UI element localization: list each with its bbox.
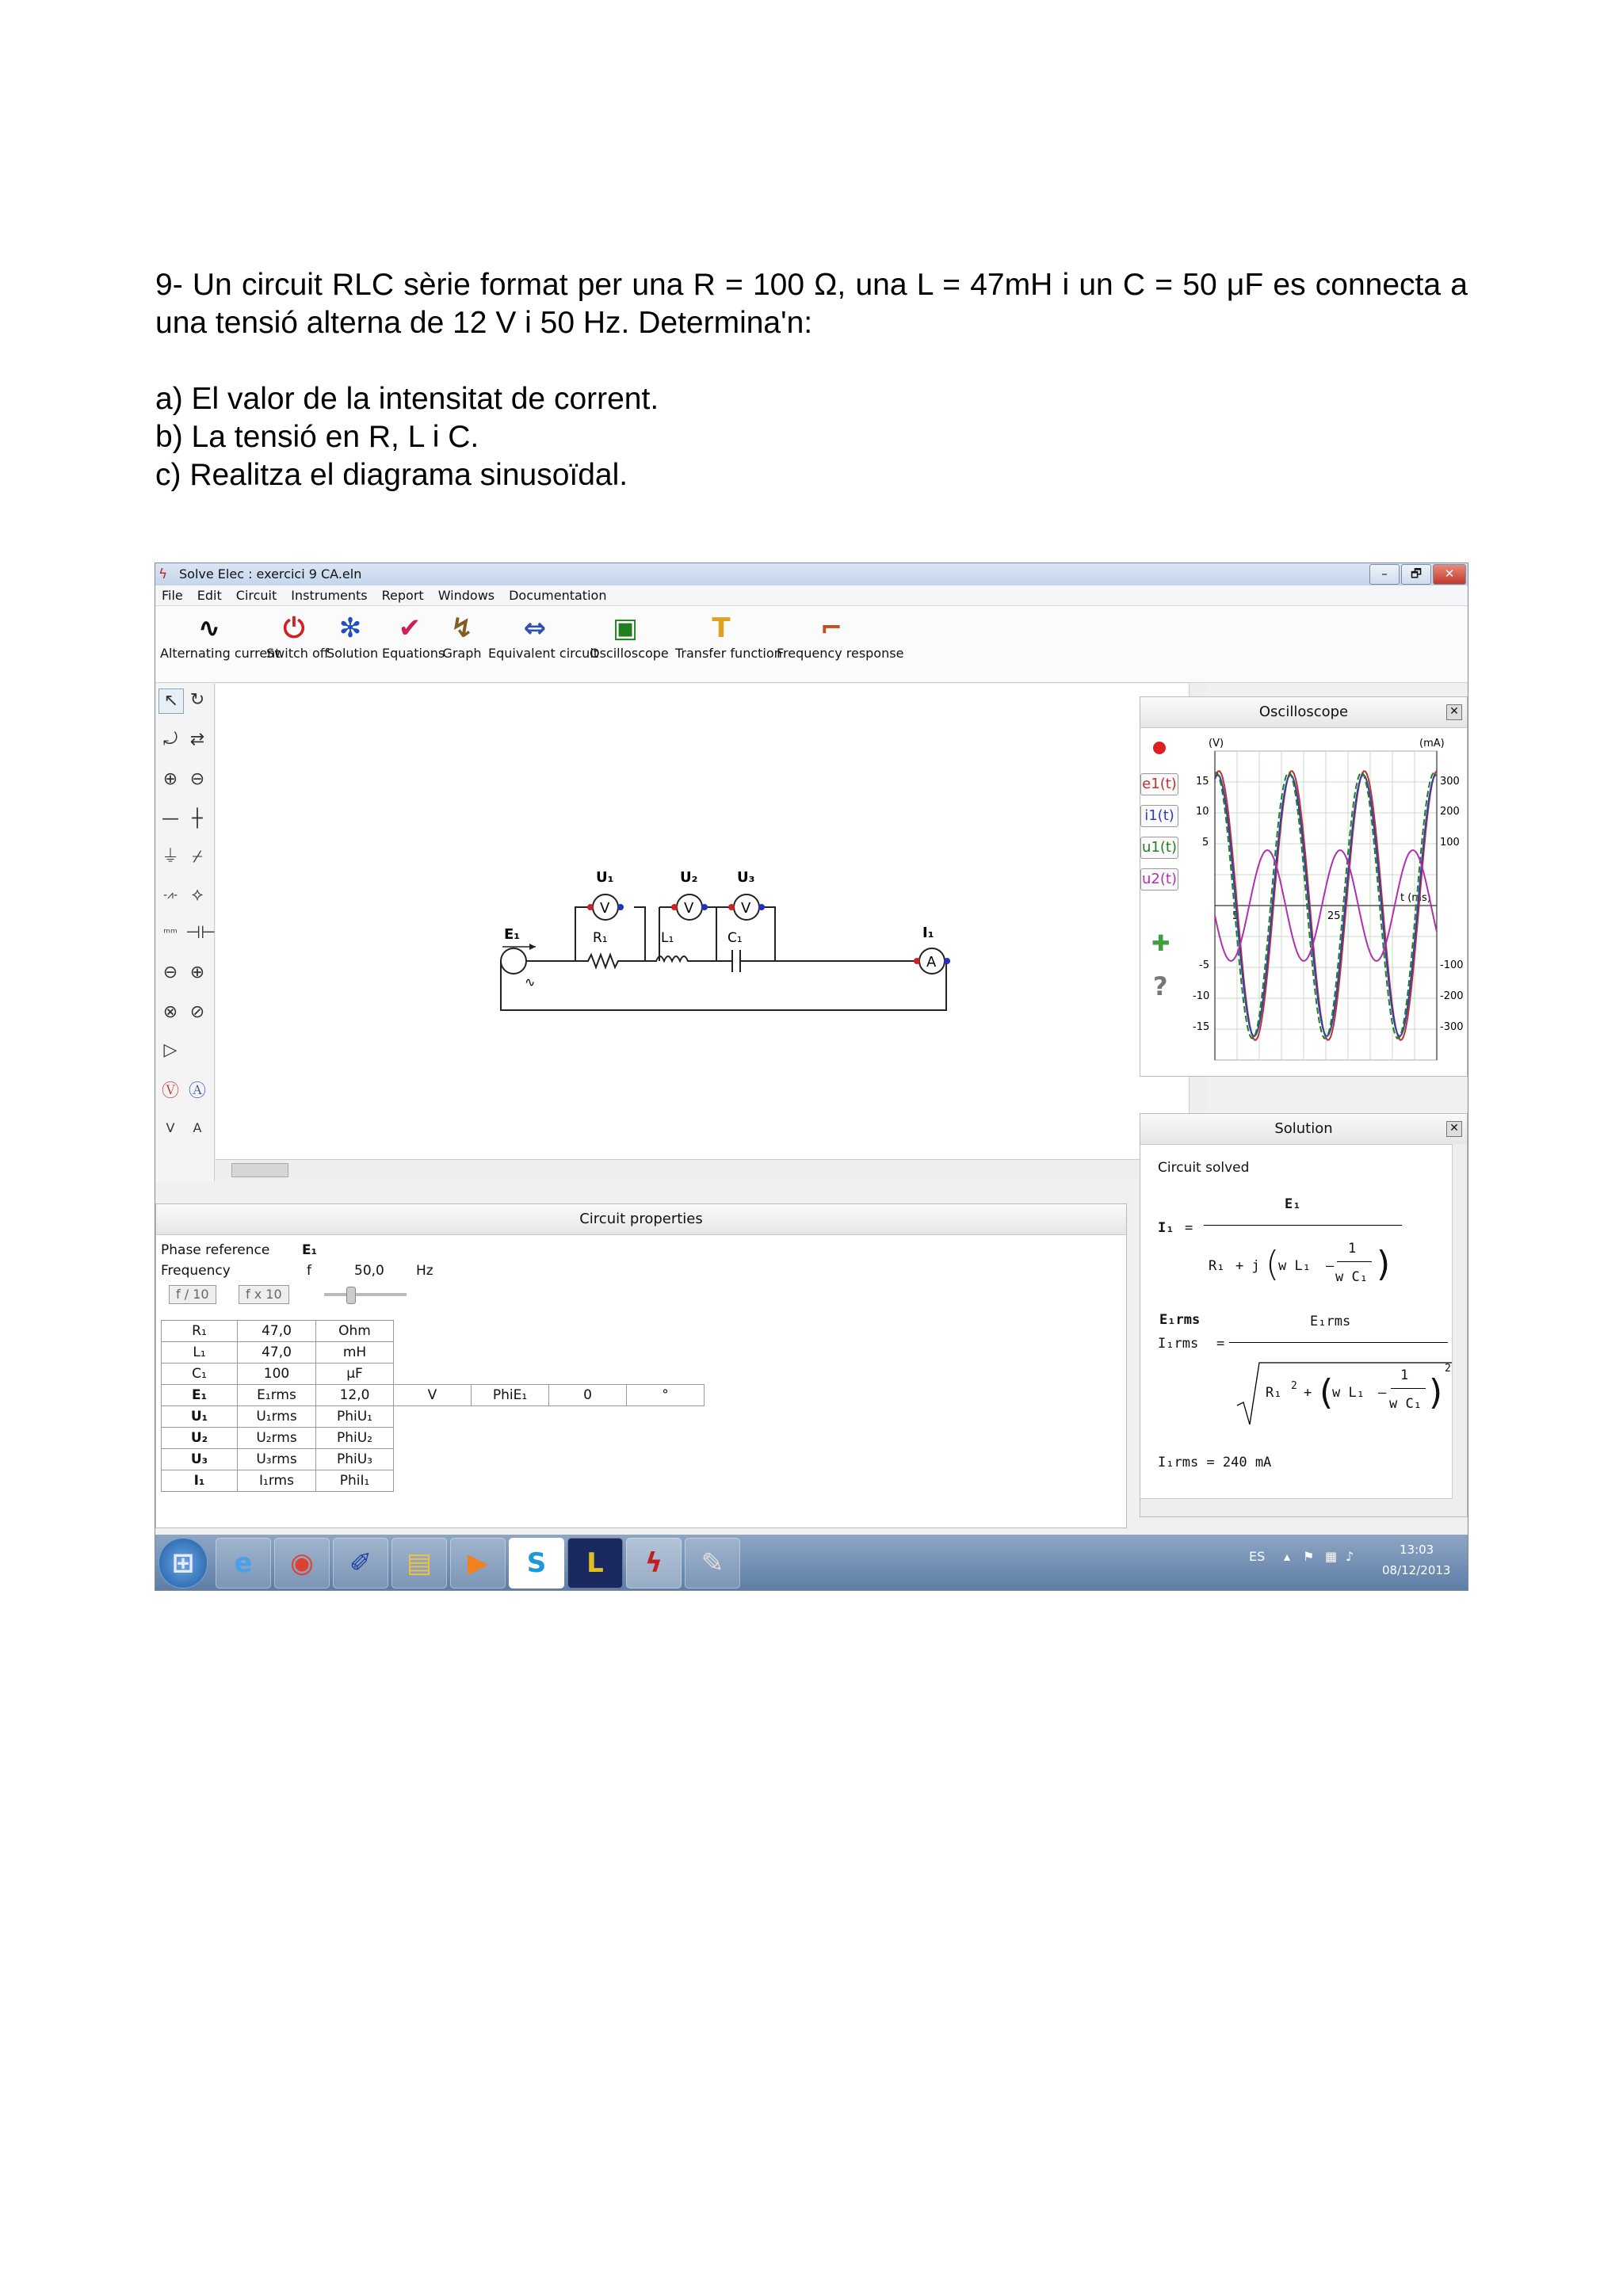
- restore-button[interactable]: 🗗: [1401, 564, 1431, 585]
- tray-volume-icon[interactable]: ♪: [1346, 1549, 1354, 1564]
- trace-u1-button[interactable]: u1(t): [1140, 837, 1178, 859]
- power-icon: ⏻: [283, 612, 305, 644]
- circuit-properties-panel: [155, 1203, 1127, 1528]
- tray-expand-icon[interactable]: ▴: [1284, 1549, 1291, 1564]
- osc-right-unit: (mA): [1419, 738, 1445, 749]
- sol-r1-2: R₁: [1266, 1385, 1282, 1401]
- r1-label: R₁: [593, 930, 608, 946]
- minimize-button[interactable]: –: [1369, 564, 1400, 585]
- sol-e1rms-num: E₁rms: [1310, 1314, 1351, 1329]
- start-button-icon[interactable]: ⊞: [158, 1538, 208, 1589]
- svg-text:V: V: [684, 900, 694, 917]
- i1-label: I₁: [922, 925, 934, 941]
- menu-report[interactable]: Report: [381, 588, 424, 603]
- menu-instruments[interactable]: Instruments: [291, 588, 368, 603]
- osc-x-tick: 5: [1232, 910, 1239, 922]
- sol-e1rms: E₁rms: [1159, 1312, 1201, 1328]
- menu-file[interactable]: File: [162, 588, 183, 603]
- tray-flag-icon[interactable]: ⚑: [1303, 1549, 1315, 1564]
- c1-label: C₁: [727, 930, 743, 946]
- phase-reference-value[interactable]: E₁: [302, 1242, 318, 1258]
- u2-label: U₂: [680, 869, 698, 886]
- question-c: c) Realitza el diagrama sinusoïdal.: [155, 458, 628, 492]
- close-icon[interactable]: ✕: [1446, 1121, 1462, 1137]
- sol-minus-2: –: [1378, 1385, 1387, 1401]
- solution-button[interactable]: ✻ Solution: [327, 612, 379, 661]
- zoom-in-icon[interactable]: ⊕: [162, 769, 178, 789]
- tray-network-icon[interactable]: ▦: [1325, 1549, 1338, 1564]
- window-title: Solve Elec : exercici 9 CA.eln: [179, 566, 362, 582]
- solution-vertical-scrollbar[interactable]: [1452, 1144, 1467, 1499]
- current-source-icon[interactable]: ⊕: [189, 963, 205, 982]
- frequency-slider-thumb[interactable]: [346, 1287, 356, 1304]
- table-row: L₁ 47,0 mH: [162, 1342, 705, 1363]
- file-explorer-icon[interactable]: ▤: [391, 1538, 447, 1589]
- sol-wl: w L₁: [1278, 1258, 1311, 1274]
- frequency-slider[interactable]: [324, 1293, 407, 1296]
- language-indicator[interactable]: ES: [1249, 1549, 1266, 1564]
- close-button[interactable]: ✕: [1433, 564, 1466, 585]
- voltage-source-icon[interactable]: ⊖: [162, 963, 178, 982]
- sol-wc-2: w C₁: [1389, 1396, 1422, 1412]
- sol-one: 1: [1348, 1241, 1357, 1257]
- menu-windows[interactable]: Windows: [437, 588, 495, 603]
- menu-circuit[interactable]: Circuit: [235, 588, 277, 603]
- osc-right-tick: 200: [1440, 806, 1460, 818]
- frequency-unit: Hz: [416, 1263, 433, 1279]
- sol-r1: R₁: [1209, 1258, 1225, 1274]
- equivalent-circuit-button[interactable]: ⇔ Equivalent circuit: [488, 612, 599, 661]
- l1-label: L₁: [661, 930, 674, 946]
- record-indicator-icon[interactable]: [1153, 742, 1166, 754]
- cursor-crosshair-icon[interactable]: ✚: [1151, 930, 1170, 956]
- trace-i1-button[interactable]: i1(t): [1140, 805, 1178, 827]
- transfer-function-button[interactable]: T Transfer function: [675, 612, 782, 661]
- transfer-function-icon: T: [712, 612, 731, 644]
- dependent-voltage-source-icon[interactable]: ⊗: [162, 1002, 178, 1022]
- problem-statement: [155, 266, 1468, 494]
- voltage-source-symbol[interactable]: [501, 948, 526, 974]
- circuit-diagram: [216, 684, 1189, 1159]
- switch-icon[interactable]: ⌿: [192, 847, 203, 867]
- pan-tool-icon[interactable]: ↻: [189, 690, 205, 710]
- frequency-label: Frequency: [161, 1263, 231, 1279]
- schematic-canvas[interactable]: [216, 684, 1189, 1159]
- node-icon[interactable]: ┼: [192, 809, 203, 829]
- paint-app-icon[interactable]: ✎: [685, 1538, 740, 1589]
- oscilloscope-screen: [1185, 735, 1465, 1068]
- resistor-icon[interactable]: -⩘-: [163, 889, 178, 902]
- circuit-properties-title: Circuit properties: [156, 1204, 1126, 1235]
- source-mark-label: ∿: [525, 974, 536, 990]
- flip-icon[interactable]: ⇄: [189, 730, 205, 749]
- menu-edit[interactable]: Edit: [197, 588, 222, 603]
- switch-off-button[interactable]: ⏻ Switch off: [266, 612, 329, 661]
- sol-result: I₁rms = 240 mA: [1158, 1455, 1272, 1470]
- table-row: C₁ 100 μF: [162, 1363, 705, 1385]
- trace-u2-button[interactable]: u2(t): [1140, 868, 1178, 891]
- e1-label: E₁: [504, 926, 521, 943]
- variable-resistor-icon[interactable]: ⟡: [191, 885, 204, 905]
- frequency-response-button[interactable]: ⌐ Frequency response: [777, 612, 904, 661]
- equivalent-circuit-icon: ⇔: [523, 612, 547, 644]
- component-palette: [155, 684, 215, 1181]
- osc-left-tick: -10: [1193, 990, 1210, 1002]
- wire-icon[interactable]: —: [162, 809, 179, 829]
- solution-icon: ✻: [338, 612, 362, 644]
- voltage-probe-icon[interactable]: V: [166, 1120, 175, 1135]
- skype-icon[interactable]: S: [509, 1538, 564, 1589]
- capacitor-icon[interactable]: ⊣⊢: [185, 923, 216, 943]
- phase-reference-label: Phase reference: [161, 1242, 270, 1258]
- frequency-value[interactable]: 50,0: [354, 1263, 384, 1279]
- table-row: R₁ 47,0 Ohm: [162, 1321, 705, 1342]
- solution-status: Circuit solved: [1158, 1160, 1250, 1176]
- chrome-icon[interactable]: ◉: [274, 1538, 330, 1589]
- rotate-icon[interactable]: ⤾: [162, 730, 178, 749]
- question-b: b) La tensió en R, L i C.: [155, 420, 479, 454]
- inductor-icon[interactable]: ᵐᵐ: [163, 927, 178, 940]
- sol-plus-j: + j: [1235, 1258, 1260, 1274]
- solve-elec-taskbar-icon[interactable]: ϟ: [626, 1538, 682, 1589]
- osc-left-tick: 15: [1196, 776, 1209, 788]
- sol-plus: +: [1304, 1385, 1312, 1401]
- frequency-response-icon: ⌐: [819, 612, 843, 644]
- table-row: U₃ U₃rms PhiU₃: [162, 1449, 705, 1470]
- osc-left-unit: (V): [1209, 738, 1224, 749]
- osc-left-tick: -5: [1199, 959, 1209, 971]
- amplifier-icon[interactable]: ▷: [163, 1040, 178, 1060]
- trace-e1-button[interactable]: e1(t): [1140, 773, 1178, 795]
- svg-text:V: V: [600, 900, 610, 917]
- equations-button[interactable]: ✔ Equations: [382, 612, 445, 661]
- sol-minus: –: [1326, 1258, 1335, 1274]
- internet-explorer-icon[interactable]: e: [216, 1538, 271, 1589]
- dependent-current-source-icon[interactable]: ⊘: [189, 1002, 205, 1022]
- menu-bar: [155, 585, 1468, 606]
- frequency-divide-button[interactable]: f / 10: [169, 1285, 216, 1304]
- sol-wc: w C₁: [1335, 1269, 1368, 1285]
- oscilloscope-panel: [1140, 696, 1468, 1077]
- component-values-table: [161, 1320, 705, 1492]
- checkmark-icon: ✔: [398, 612, 422, 644]
- table-row: U₂ U₂rms PhiU₂: [162, 1428, 705, 1449]
- voltmeter-icon[interactable]: Ⓥ: [161, 1081, 179, 1101]
- osc-left-tick: -15: [1193, 1021, 1210, 1033]
- app-icon: ϟ: [158, 566, 168, 582]
- media-player-icon[interactable]: ▶: [450, 1538, 506, 1589]
- table-row: I₁ I₁rms PhiI₁: [162, 1470, 705, 1492]
- u1-label: U₁: [596, 869, 614, 886]
- sol-sq-2: 2: [1445, 1363, 1451, 1375]
- select-tool-icon[interactable]: ↖: [158, 688, 184, 714]
- canvas-horizontal-scrollbar[interactable]: [216, 1159, 1206, 1179]
- solution-horizontal-scrollbar[interactable]: [1140, 1498, 1467, 1516]
- oscilloscope-icon: ▣: [612, 612, 639, 644]
- osc-right-tick: -100: [1440, 959, 1464, 971]
- osc-right-tick: 300: [1440, 776, 1460, 788]
- clock-time[interactable]: 13:03: [1400, 1543, 1434, 1557]
- question-a: a) El valor de la intensitat de corrent.: [155, 382, 659, 416]
- graph-icon: ↯: [450, 612, 474, 644]
- solution-title: Solution ✕: [1140, 1114, 1467, 1145]
- zoom-out-icon[interactable]: ⊖: [189, 769, 205, 789]
- osc-x-unit: t (ms): [1400, 892, 1431, 904]
- osc-right-tick: 100: [1440, 837, 1460, 849]
- sol-sq-1: 2: [1291, 1380, 1297, 1392]
- svg-text:A: A: [926, 954, 937, 971]
- osc-left-tick: 10: [1196, 806, 1209, 818]
- sine-wave-icon: ∿: [197, 612, 221, 644]
- oscilloscope-button[interactable]: ▣ Oscilloscope: [590, 612, 669, 661]
- osc-left-tick: 5: [1202, 837, 1209, 849]
- ground-icon[interactable]: ⏚: [161, 847, 179, 867]
- table-row: E₁ E₁rms 12,0 V PhiE₁ 0 °: [162, 1385, 705, 1406]
- u3-label: U₃: [737, 869, 755, 886]
- editor-app-icon[interactable]: ✐: [333, 1538, 388, 1589]
- sol-e1: E₁: [1285, 1196, 1301, 1212]
- sol-i1rms: I₁rms: [1158, 1336, 1199, 1352]
- problem-intro: 9- Un circuit RLC sèrie format per una R = 100 Ω, una L = 47mH i un C = 50 μF es connecta a una tensió alterna de 12 V i 50 Hz. Determina'n:: [155, 268, 1468, 340]
- osc-right-tick: -200: [1440, 990, 1464, 1002]
- current-probe-icon[interactable]: A: [193, 1120, 202, 1135]
- close-icon[interactable]: ✕: [1446, 704, 1462, 720]
- frequency-symbol: f: [307, 1263, 311, 1279]
- osc-x-tick: 25: [1327, 910, 1341, 922]
- sol-wl-2: w L₁: [1332, 1385, 1365, 1401]
- solution-panel: Solution ✕ Circuit solved I₁ = E₁ R₁ + j ( w L₁ – 1 w C₁ ) E₁rms I₁rms = E₁rms R₁ 2 + ( w L₁ – 1 w C₁ ) 2 I₁rms = 240 mA: [1140, 1113, 1468, 1517]
- ammeter-icon[interactable]: Ⓐ: [188, 1081, 206, 1101]
- launcher-app-icon[interactable]: L: [567, 1538, 623, 1589]
- graph-button[interactable]: ↯ Graph: [442, 612, 482, 661]
- windows-taskbar: [155, 1535, 1468, 1590]
- svg-text:V: V: [741, 900, 751, 917]
- clock-date[interactable]: 08/12/2013: [1382, 1563, 1451, 1577]
- oscilloscope-title: Oscilloscope ✕: [1140, 697, 1467, 728]
- sol-i1: I₁: [1158, 1220, 1174, 1236]
- menu-documentation[interactable]: Documentation: [509, 588, 607, 603]
- sol-eq2: =: [1216, 1336, 1225, 1352]
- alternating-current-button[interactable]: ∿ Alternating current: [160, 612, 281, 661]
- frequency-multiply-button[interactable]: f x 10: [239, 1285, 289, 1304]
- table-row: U₁ U₁rms PhiU₁: [162, 1406, 705, 1428]
- sol-one-2: 1: [1400, 1367, 1409, 1383]
- help-icon[interactable]: ?: [1153, 971, 1168, 1001]
- sol-eq: =: [1185, 1220, 1193, 1236]
- osc-right-tick: -300: [1440, 1021, 1464, 1033]
- solve-elec-window: [155, 563, 1468, 1591]
- title-bar: [155, 563, 1468, 586]
- toolbar: [155, 606, 1468, 683]
